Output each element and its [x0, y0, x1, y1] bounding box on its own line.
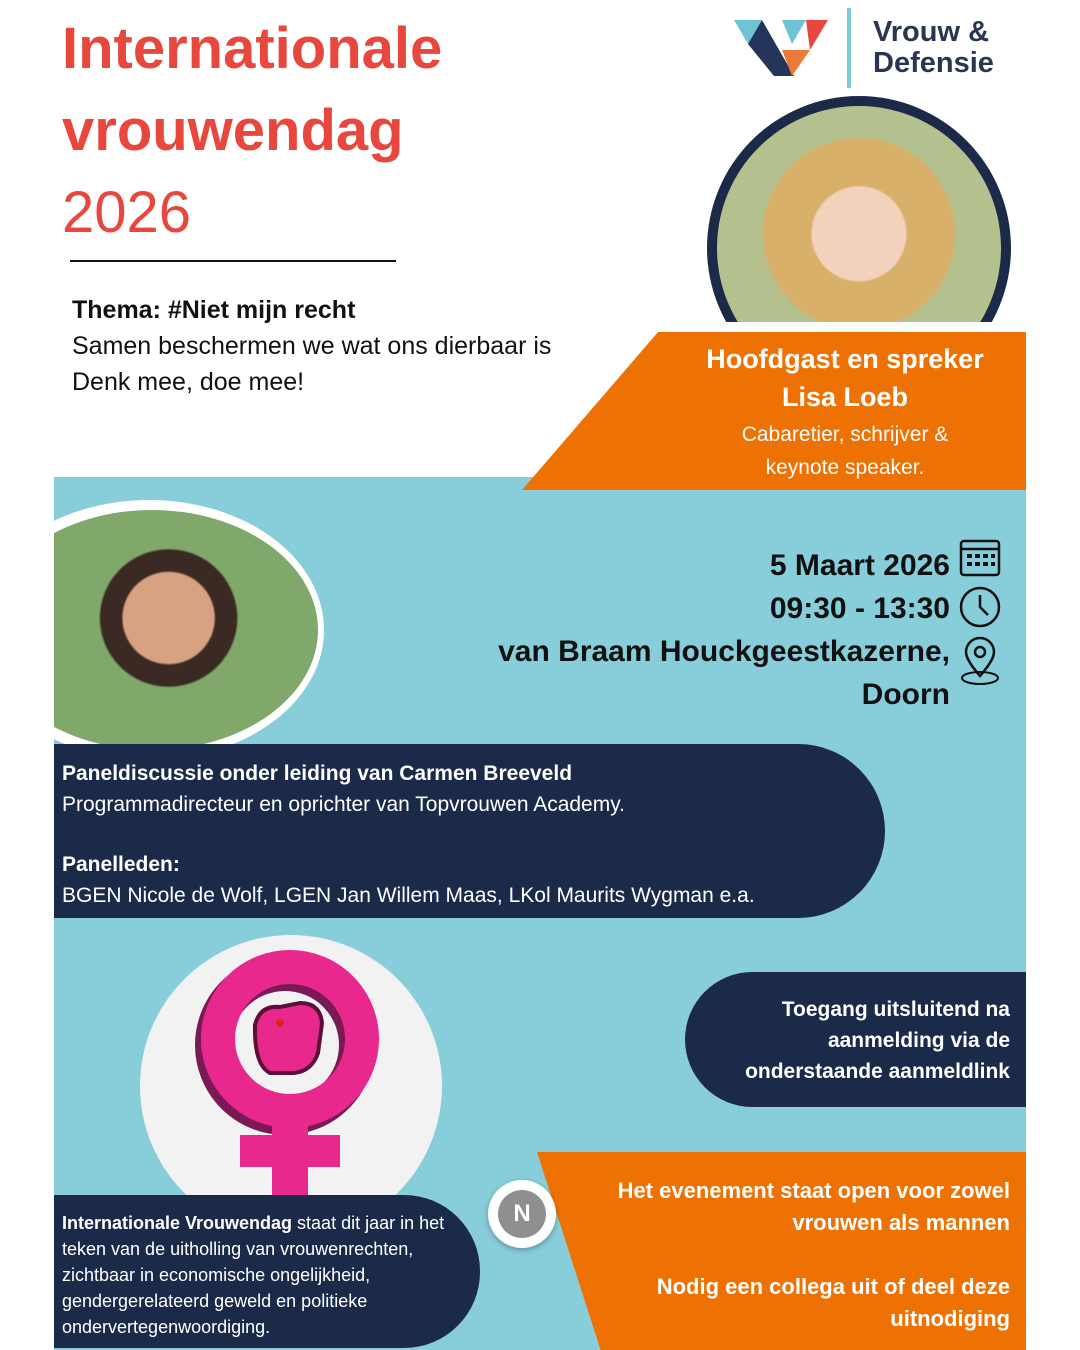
keynote-name: Lisa Loeb	[781, 382, 909, 412]
logo-text	[873, 17, 994, 79]
open-line-4: uitnodiging	[890, 1306, 1010, 1331]
location-pin-icon	[958, 636, 1002, 688]
venus-circle	[140, 935, 442, 1237]
access-line-1: Toegang uitsluitend na	[781, 998, 1010, 1021]
access-notice	[685, 972, 1026, 1107]
keynote-role-1: Cabaretier, schrijver &	[741, 423, 949, 446]
panel-subtitle: Programmadirecteur en oprichter van Topvrouwen Academy.	[62, 793, 626, 816]
keynote-text	[660, 340, 1030, 484]
access-line-3: onderstaande aanmeldlink	[745, 1060, 1010, 1083]
title-line-1: Internationale	[62, 16, 443, 81]
logo-line-2: Defensie	[873, 47, 994, 79]
open-line-1: Het evenement staat open voor zowel	[617, 1178, 1010, 1203]
title-year: 2026	[62, 180, 192, 245]
panel-photo-clip	[54, 500, 324, 750]
info-text	[54, 1195, 480, 1348]
event-time: 09:30 - 13:30	[769, 592, 950, 625]
info-body: staat dit jaar in het teken van de uitholling van vrouwenrechten, zichtbaar in economische ongelijkheid, gendergerelateerd geweld en politieke ondervertegenwoordiging.	[62, 1213, 445, 1337]
info-bold: Internationale Vrouwendag	[62, 1213, 293, 1233]
theme-label: Thema: #Niet mijn recht	[72, 296, 356, 324]
panel-members-label: Panelleden:	[62, 853, 180, 876]
open-line-3: Nodig een collega uit of deel deze	[656, 1274, 1010, 1299]
keynote-role-2: keynote speaker.	[765, 456, 925, 479]
calendar-icon	[958, 535, 1002, 579]
event-location-2: Doorn	[861, 678, 950, 711]
panel-photo-frame	[54, 500, 324, 750]
clock-icon	[958, 585, 1002, 629]
panel-members: BGEN Nicole de Wolf, LGEN Jan Willem Maas, LKol Maurits Wygman e.a.	[62, 884, 755, 907]
comment-badge[interactable]	[488, 1180, 556, 1248]
event-details	[498, 544, 950, 716]
panel-photo	[54, 510, 318, 750]
theme-line-2: Denk mee, doe mee!	[72, 368, 305, 396]
event-location-1: van Braam Houckgeestkazerne,	[498, 635, 950, 668]
logo	[730, 14, 830, 83]
theme-line-1: Samen beschermen we wat ons dierbaar is	[72, 332, 552, 360]
panel-heading: Paneldiscussie onder leiding van Carmen Breeveld	[62, 762, 573, 785]
open-line-2: vrouwen als mannen	[792, 1210, 1010, 1235]
logo-line-1: Vrouw &	[873, 16, 990, 48]
keynote-heading: Hoofdgast en spreker	[706, 344, 984, 374]
open-text	[618, 1175, 1010, 1335]
logo-mark-icon	[730, 14, 830, 78]
panel-discussion	[54, 744, 885, 918]
event-date: 5 Maart 2026	[769, 549, 950, 582]
title-line-2: vrouwendag	[62, 98, 404, 163]
comment-badge-letter: N	[498, 1190, 546, 1238]
logo-divider	[847, 8, 851, 88]
theme	[72, 292, 551, 400]
access-line-2: aanmelding via de	[827, 1029, 1010, 1052]
divider	[70, 260, 396, 262]
feminist-fist-icon	[140, 935, 442, 1237]
